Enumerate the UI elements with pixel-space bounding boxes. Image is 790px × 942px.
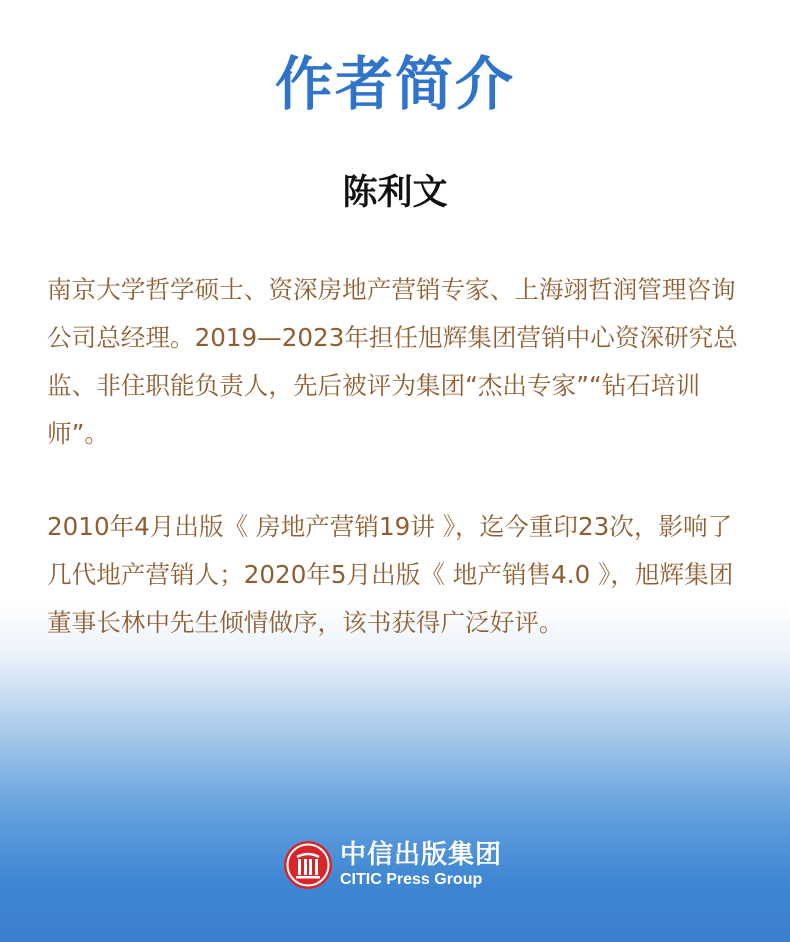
- citic-logo-icon: [283, 840, 333, 890]
- publisher-name-cn: 中信出版集团: [340, 840, 503, 870]
- publisher-logo: [283, 836, 513, 894]
- publisher-name: [340, 840, 502, 890]
- bio-paragraph-publications: 2010年4月出版《 房地产营销19讲 》，迄今重印23次，影响了几代地产营销人；2020年5月出版《 地产销售4.0 》，旭辉集团董事长林中先生倾情做序，该书获得广泛好评。: [47, 512, 734, 637]
- page-title: 作者简介: [274, 50, 515, 118]
- author-name: 陈利文: [342, 173, 448, 213]
- bio-paragraph-education-career: 南京大学哲学硕士、资深房地产营销专家、上海翊哲润管理咨询公司总经理。2019—2023年担任旭辉集团营销中心资深研究总监、非住职能负责人，先后被评为集团“杰出专家”“钻石培训师”。: [47, 275, 738, 448]
- publisher-name-en: CITIC Press Group: [340, 871, 483, 888]
